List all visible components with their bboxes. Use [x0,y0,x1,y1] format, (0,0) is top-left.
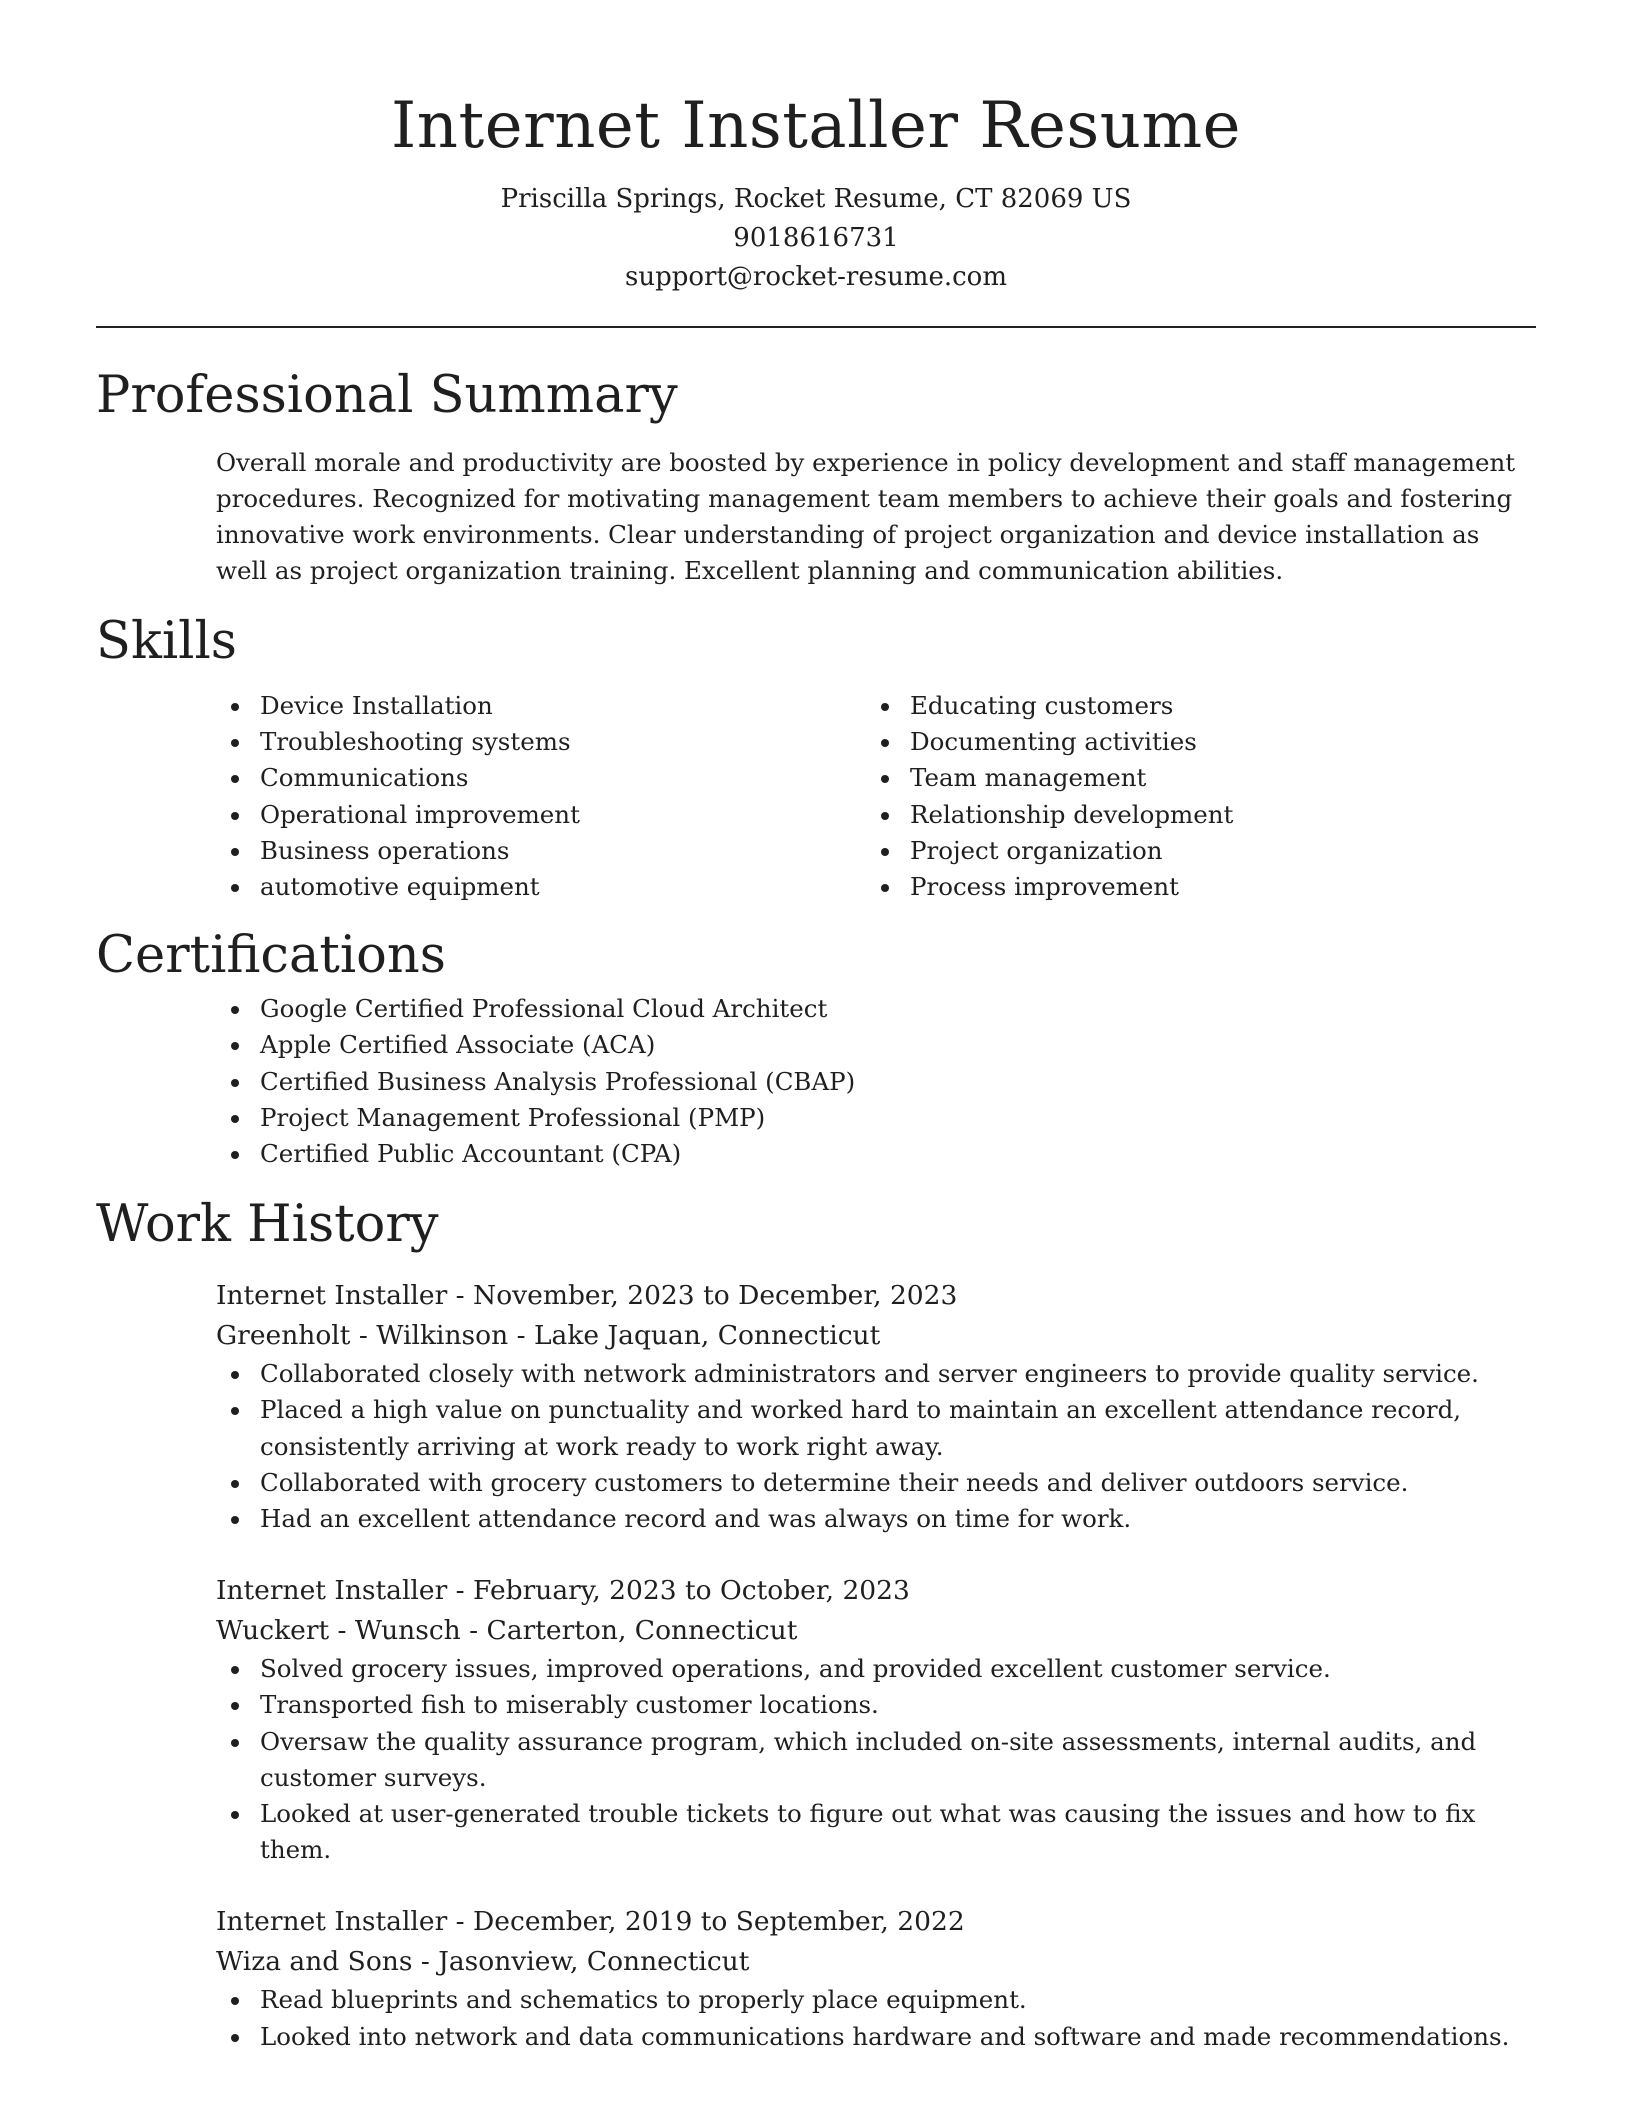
resume-page [96,0,1536,2055]
job-bullet: Collaborated closely with network administrators and server engineers to provide quality service. [96,1356,1536,1392]
skill-item: Team management [746,760,1396,796]
contact-address: Priscilla Springs, Rocket Resume, CT 82069 US [500,184,1132,214]
skill-item: Documenting activities [746,724,1396,760]
resume-title: Internet Installer Resume [391,89,1241,163]
job-bullet: Read blueprints and schematics to properly place equipment. [96,1982,1536,2018]
job-bullet: Collaborated with grocery customers to determine their needs and deliver outdoors service. [96,1465,1536,1501]
job-bullets [96,1356,1536,1537]
job-bullet: Looked into network and data communications hardware and software and made recommendations. [96,2019,1536,2055]
contact-phone: 9018616731 [733,223,899,253]
contact-email: support@rocket-resume.com [624,262,1007,292]
job-entry [96,1902,1536,2054]
job-bullet: Transported fish to miserably customer locations. [96,1687,1536,1723]
job-entry [96,1571,1536,1868]
skill-item: Process improvement [746,869,1396,905]
skills-list-left [96,688,746,905]
job-bullet: Oversaw the quality assurance program, which included on-site assessments, internal audits, and customer surveys. [96,1724,1536,1796]
job-bullet: Solved grocery issues, improved operations, and provided excellent customer service. [96,1651,1536,1687]
job-bullet: Looked at user-generated trouble tickets to figure out what was causing the issues and how to fix them. [96,1796,1536,1868]
skills-list-right [746,688,1396,905]
skill-item: Relationship development [746,797,1396,833]
skill-item: Business operations [96,833,746,869]
job-bullet: Placed a high value on punctuality and worked hard to maintain an excellent attendance record, consistently arriving at work ready to work right away. [96,1392,1536,1464]
skills-heading: Skills [96,612,237,671]
skill-item: Operational improvement [96,797,746,833]
skill-item: Educating customers [746,688,1396,724]
contact-block [96,180,1536,297]
certification-item: Project Management Professional (PMP) [96,1100,1536,1136]
skill-item: Project organization [746,833,1396,869]
header-divider [96,326,1536,328]
summary-text: Overall morale and productivity are boosted by experience in policy development and staff management procedures. Recognized for motivating management team members to achieve their goals and fostering innovative work environments. Clear understanding of project organization and device installation as well as project organization training. Excellent planning and communication abilities. [216,448,1516,585]
job-bullet: Had an excellent attendance record and was always on time for work. [96,1501,1536,1537]
skills-columns [96,688,1536,905]
certification-item: Apple Certified Associate (ACA) [96,1027,1536,1063]
certification-item: Google Certified Professional Cloud Architect [96,991,1536,1027]
job-title-line: Internet Installer - December, 2019 to September, 2022 [216,1906,965,1938]
skill-item: Troubleshooting systems [96,724,746,760]
job-bullets [96,1982,1536,2054]
job-bullets [96,1651,1536,1868]
job-entry [96,1276,1536,1537]
job-company-line: Greenholt - Wilkinson - Lake Jaquan, Connecticut [216,1320,881,1352]
certifications-list [96,991,1536,1172]
skill-item: Communications [96,760,746,796]
job-company-line: Wiza and Sons - Jasonview, Connecticut [216,1946,750,1978]
skill-item: automotive equipment [96,869,746,905]
job-title-line: Internet Installer - November, 2023 to December, 2023 [216,1280,958,1312]
job-company-line: Wuckert - Wunsch - Carterton, Connecticut [216,1615,798,1647]
certifications-heading: Certifications [96,926,446,986]
certification-item: Certified Public Accountant (CPA) [96,1136,1536,1172]
skill-item: Device Installation [96,688,746,724]
work-history-heading: Work History [96,1195,439,1255]
job-title-line: Internet Installer - February, 2023 to October, 2023 [216,1575,910,1607]
summary-heading: Professional Summary [96,366,678,425]
certification-item: Certified Business Analysis Professional (CBAP) [96,1064,1536,1100]
